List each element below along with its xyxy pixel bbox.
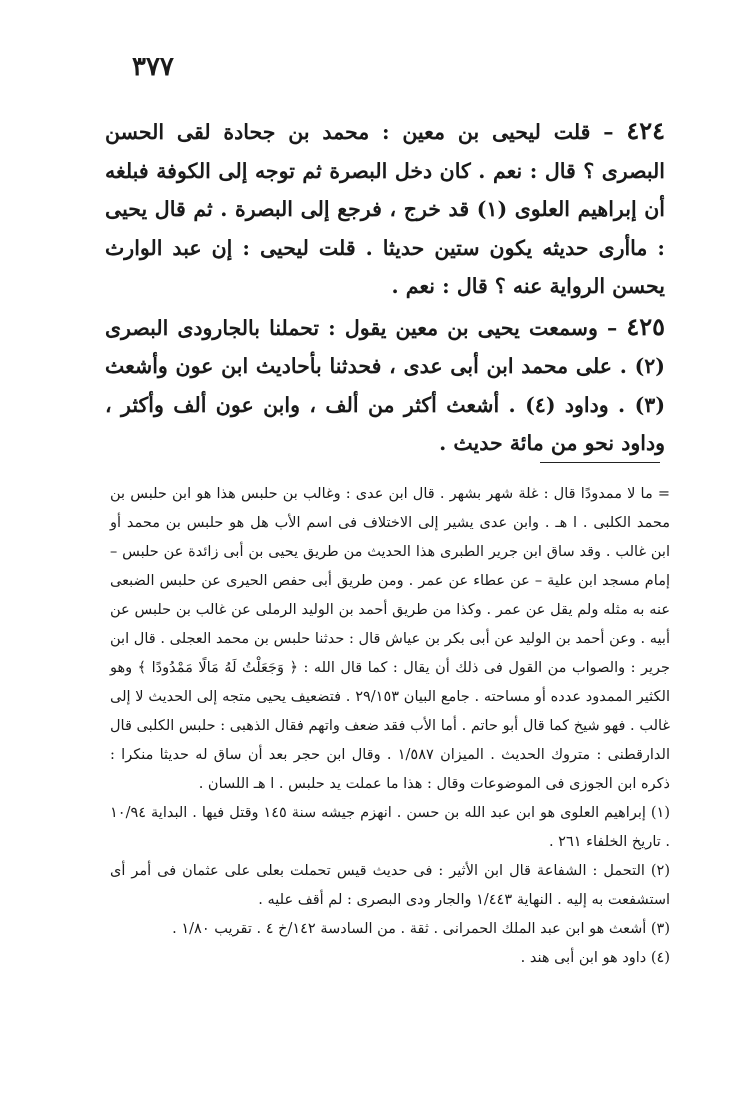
paragraph-424 bbox=[105, 112, 665, 306]
paragraph-number: ٤٢٥ bbox=[626, 311, 665, 341]
paragraph-425 bbox=[105, 308, 665, 463]
footnote-continuation: = ما لا ممدودًا قال : غلة شهر بشهر . قال ابن عدى : وغالب بن حلبس هذا هو ابن حلبس بن محمد الكلبى . ا هـ . وابن عدى يشير إلى الاختلاف فى اسم الأب هل هو حلبس بن محمد أو ابن غالب . وقد ساق ابن جرير الطبرى هذا الحديث من طريق يحيى بن أبى زائدة عن حلبس – إمام مسجد ابن علية – عن عطاء عن عمر . ومن طريق أبى حفص الحيرى عن حلبس الضبعى عنه به مثله ولم يقل عن عمر . وكذا من طريق أحمد بن الوليد الرملى عن غالب بن حلبس عن أبيه . وعن أحمد بن الوليد عن أبى بكر بن عياش قال : حدثنا حلبس بن محمد العجلى . قال ابن جرير : والصواب من القول فى ذلك أن يقال : كما قال الله : ﴿ وَجَعَلْتُ لَهُ مَالًا مَمْدُودًا ﴾ وهو الكثير الممدود عدده أو مساحته . جامع البيان ٢٩/١٥٣ . فتضعيف يحيى متجه إلى الحديث لا إلى غالب . فهو شيخ كما قال أبو حاتم . أما الأب فقد ضعف واتهم فقال الذهبى : حلبس الكلبى قال الدارقطنى : متروك الحديث . الميزان ١/٥٨٧ . وقال ابن حجر بعد أن ساق له حديثا منكرا : ذكره ابن الجوزى فى الموضوعات وقال : هذا ما عملت يد حلبس . ا هـ اللسان . bbox=[110, 486, 671, 792]
footnotes bbox=[110, 480, 670, 973]
paragraph-text: – وسمعت يحيى بن معين يقول : تحملنا بالجارودى البصرى (٢) . على محمد ابن أبى عدى ، فحدثنا بأحاديث ابن عون وأشعث (٣) . وداود (٤) . أشعث أكثر من ألف ، وابن عون ألف وأكثر ، وداود نحو من مائة حديث . bbox=[105, 315, 666, 455]
paragraph-number: ٤٢٤ bbox=[626, 116, 665, 145]
footnote-divider bbox=[540, 462, 660, 463]
page-number: ٣٧٧ bbox=[132, 52, 174, 82]
footnote-3: (٣) أشعث هو ابن عبد الملك الحمرانى . ثقة . من السادسة ١٤٢/خ ٤ . تقريب ١/٨٠ . bbox=[172, 921, 670, 937]
footnote-1: (١) إبراهيم العلوى هو ابن عبد الله بن حسن . انهزم جيشه سنة ١٤٥ وقتل فيها . البداية ١٠/٩٤ . تاريخ الخلفاء ٢٦١ . bbox=[110, 805, 670, 850]
footnote-4: (٤) داود هو ابن أبى هند . bbox=[520, 950, 670, 966]
footnote-2: (٢) التحمل : الشفاعة قال ابن الأثير : فى حديث قيس تحملت بعلى على عثمان فى أمر أى استشفعت به إليه . النهاية ١/٤٤٣ والجار ودى البصرى : لم أقف عليه . bbox=[110, 863, 670, 908]
main-text bbox=[105, 112, 665, 463]
paragraph-text: – قلت ليحيى بن معين : محمد بن جحادة لقى الحسن البصرى ؟ قال : نعم . كان دخل البصرة ثم توجه إلى الكوفة فبلغه أن إبراهيم العلوى (١) قد خرج ، فرجع إلى البصرة . ثم قال يحيى : ماأرى حديثه يكون ستين حديثا . قلت ليحيى : إن عبد الوارث يحسن الرواية عنه ؟ قال : نعم . bbox=[105, 120, 665, 298]
